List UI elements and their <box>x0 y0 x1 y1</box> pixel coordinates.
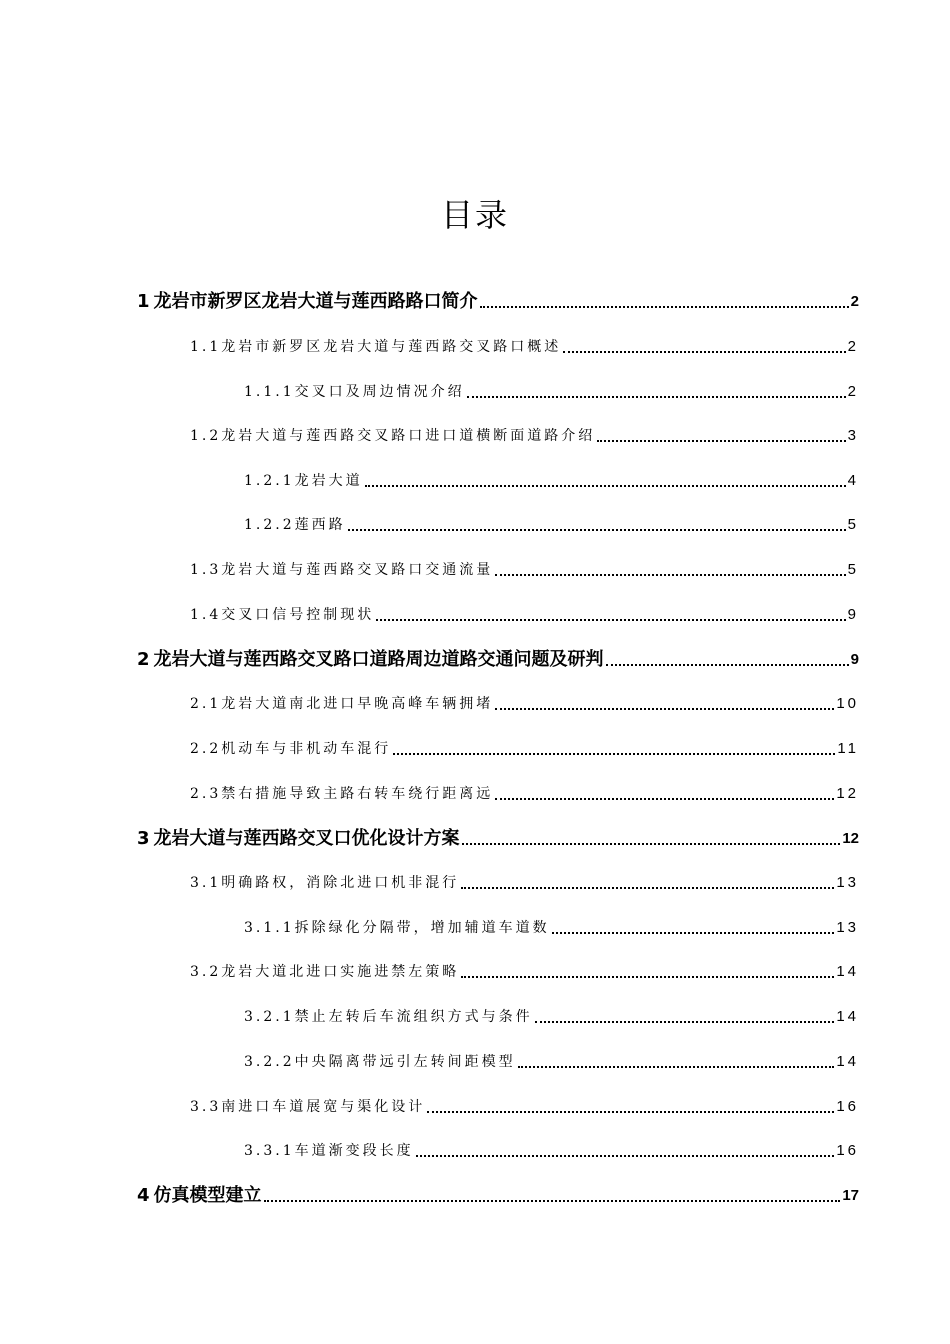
toc-entry-text <box>190 872 459 894</box>
toc-entry-number: 1.2 <box>190 428 222 444</box>
toc-entry-1-2-2[interactable] <box>244 510 859 536</box>
toc-entry-number: 2.3 <box>190 786 222 802</box>
toc-entry-text <box>137 649 604 671</box>
dot-leader <box>495 708 834 710</box>
toc-entry-text <box>244 917 550 939</box>
dot-leader <box>495 574 845 576</box>
toc-entry-3-3[interactable] <box>190 1092 859 1118</box>
dot-leader <box>365 485 846 487</box>
toc-entry-text <box>137 1185 262 1207</box>
toc-entry-2-1[interactable] <box>190 689 859 715</box>
toc-entry-text <box>244 1140 414 1162</box>
toc-entry-title: 龙岩市新罗区龙岩大道与莲西路路口简介 <box>153 291 478 312</box>
toc-entry-text <box>244 470 363 492</box>
dot-leader <box>427 1111 834 1113</box>
toc-entry-page: 4 <box>847 472 859 489</box>
dot-leader <box>495 798 834 800</box>
dot-leader <box>393 753 835 755</box>
toc-entry-page: 13 <box>836 874 859 891</box>
dot-leader <box>264 1200 841 1202</box>
toc-entry-text <box>137 291 478 313</box>
toc-entry-3-2-1[interactable] <box>244 1002 859 1028</box>
toc-entry-title: 交叉口信号控制现状 <box>221 607 375 623</box>
toc-entry-text <box>190 559 493 581</box>
toc-entry-page: 16 <box>836 1142 859 1159</box>
toc-entry-text <box>190 961 459 983</box>
toc-entry-page: 2 <box>847 383 859 400</box>
toc-entry-text <box>137 828 460 850</box>
dot-leader <box>462 843 841 845</box>
toc-entry-text <box>190 604 374 626</box>
toc-entry-text <box>190 783 493 805</box>
toc-entry-title: 明确路权，消除北进口机非混行 <box>221 875 460 891</box>
toc-entry-text <box>190 336 561 358</box>
dot-leader <box>348 529 846 531</box>
toc-entry-1-1[interactable] <box>190 332 859 358</box>
toc-entry-2-2[interactable] <box>190 734 859 760</box>
toc-entry-1-2-1[interactable] <box>244 466 859 492</box>
toc-entry-number: 3.1.1 <box>244 920 295 936</box>
toc-entry-text <box>190 1096 425 1118</box>
page-title: 目录 <box>440 196 509 234</box>
toc-entry-page: 14 <box>836 1053 859 1070</box>
toc-entry-3-2[interactable] <box>190 957 859 983</box>
dot-leader <box>518 1066 835 1068</box>
toc-entry-title: 龙岩大道 <box>294 473 363 489</box>
toc-entry-number: 1.3 <box>190 562 222 578</box>
toc-entry-title: 仿真模型建立 <box>153 1185 262 1206</box>
toc-entry-page: 2 <box>847 338 859 355</box>
toc-entry-number: 2.2 <box>190 741 222 757</box>
toc-entry-number: 3.2.1 <box>244 1009 295 1025</box>
toc-entry-title: 拆除绿化分隔带，增加辅道车道数 <box>294 920 550 936</box>
toc-entry-title: 龙岩大道与莲西路交叉口优化设计方案 <box>153 828 460 849</box>
dot-leader <box>535 1021 835 1023</box>
toc-entry-title: 交叉口及周边情况介绍 <box>294 384 465 400</box>
toc-entry-3-1-1[interactable] <box>244 913 859 939</box>
dot-leader <box>480 306 849 308</box>
toc-entry-title: 龙岩大道与莲西路交叉路口交通流量 <box>221 562 494 578</box>
toc-entry-2-3[interactable] <box>190 779 859 805</box>
toc-entry-number: 3.3 <box>190 1099 222 1115</box>
toc-entry-page: 12 <box>836 785 859 802</box>
toc-entry-title: 莲西路 <box>294 517 346 533</box>
dot-leader <box>552 932 835 934</box>
toc-entry-number: 3.3.1 <box>244 1143 295 1159</box>
toc-entry-number: 1.1.1 <box>244 384 295 400</box>
toc-entry-page: 9 <box>847 606 859 623</box>
toc-entry-3-3-1[interactable] <box>244 1136 859 1162</box>
dot-leader <box>597 440 845 442</box>
toc-entry-number: 3.1 <box>190 875 222 891</box>
toc-entry-text <box>244 514 346 536</box>
dot-leader <box>606 664 849 666</box>
toc-entry-text <box>190 693 493 715</box>
toc-entry-page: 5 <box>847 561 859 578</box>
toc-entry-number: 1.1 <box>190 339 222 355</box>
toc-entry-number: 2 <box>137 649 150 670</box>
toc-entry-number: 4 <box>137 1185 150 1206</box>
toc-entry-page: 14 <box>836 963 859 980</box>
toc-entry-title: 南进口车道展宽与渠化设计 <box>221 1099 426 1115</box>
dot-leader <box>376 619 845 621</box>
toc-entry-title: 中央隔离带远引左转间距模型 <box>294 1054 516 1070</box>
toc-entry-page: 2 <box>850 293 859 310</box>
toc-entry-page: 17 <box>842 1187 859 1204</box>
toc-entry-page: 5 <box>847 516 859 533</box>
toc-entry-title: 龙岩大道与莲西路交叉路口道路周边道路交通问题及研判 <box>153 649 604 670</box>
toc-entry-title: 龙岩大道北进口实施进禁左策略 <box>221 964 460 980</box>
toc-entry-1[interactable] <box>137 287 859 313</box>
toc-entry-number: 3 <box>137 828 150 849</box>
toc-entry-page: 9 <box>850 651 859 668</box>
toc-entry-1-3[interactable] <box>190 555 859 581</box>
toc-entry-1-4[interactable] <box>190 600 859 626</box>
toc-entry-3-1[interactable] <box>190 868 859 894</box>
dot-leader <box>467 396 846 398</box>
toc-entry-title: 龙岩市新罗区龙岩大道与莲西路交叉路口概述 <box>221 339 562 355</box>
toc-entry-number: 1.2.2 <box>244 517 295 533</box>
toc-entry-number: 1.2.1 <box>244 473 295 489</box>
toc-entry-text <box>244 381 465 403</box>
toc-entry-title: 龙岩大道南北进口早晚高峰车辆拥堵 <box>221 696 494 712</box>
toc-entry-text <box>244 1006 533 1028</box>
toc-entry-text <box>190 425 595 447</box>
toc-entry-page: 11 <box>837 740 859 757</box>
toc-entry-4[interactable] <box>137 1181 859 1207</box>
dot-leader <box>461 976 834 978</box>
toc-entry-number: 2.1 <box>190 696 222 712</box>
toc-entry-number: 1 <box>137 291 150 312</box>
toc-entry-title: 机动车与非机动车混行 <box>221 741 392 757</box>
toc-entry-page: 13 <box>836 919 859 936</box>
toc-entry-page: 16 <box>836 1098 859 1115</box>
dot-leader <box>563 351 845 353</box>
toc-entry-text <box>244 1051 516 1073</box>
toc-entry-2[interactable] <box>137 645 859 671</box>
toc-entry-page: 3 <box>847 427 859 444</box>
toc-entry-1-1-1[interactable] <box>244 377 859 403</box>
toc-entry-title: 禁右措施导致主路右转车绕行距离远 <box>221 786 494 802</box>
dot-leader <box>461 887 834 889</box>
toc-entry-3-2-2[interactable] <box>244 1047 859 1073</box>
toc-entry-number: 1.4 <box>190 607 222 623</box>
toc-entry-page: 14 <box>836 1008 859 1025</box>
toc-entry-text <box>190 738 391 760</box>
toc-entry-title: 车道渐变段长度 <box>294 1143 414 1159</box>
toc-entry-page: 10 <box>836 695 859 712</box>
toc-entry-number: 3.2.2 <box>244 1054 295 1070</box>
toc-entry-number: 3.2 <box>190 964 222 980</box>
toc-entry-1-2[interactable] <box>190 421 859 447</box>
toc-entry-3[interactable] <box>137 824 859 850</box>
toc-entry-title: 禁止左转后车流组织方式与条件 <box>294 1009 533 1025</box>
dot-leader <box>416 1155 835 1157</box>
toc-entry-page: 12 <box>842 830 859 847</box>
toc-entry-title: 龙岩大道与莲西路交叉路口进口道横断面道路介绍 <box>221 428 596 444</box>
